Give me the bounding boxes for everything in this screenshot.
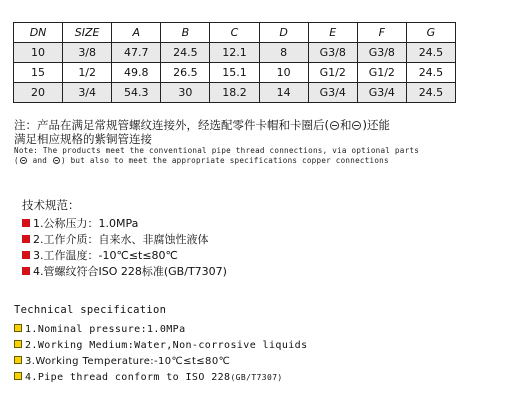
yellow-square-bullet-icon [14, 356, 22, 364]
table-cell: 15 [14, 63, 63, 83]
table-row [14, 63, 456, 83]
red-square-bullet-icon [22, 219, 30, 227]
tech-spec-en [14, 304, 308, 386]
note-cn-and: 和 [339, 118, 352, 132]
note-en-line2 [14, 156, 519, 166]
table-cell: 26.5 [161, 63, 210, 83]
table-cell: 49.8 [112, 63, 161, 83]
list-item-text: 2.Working Medium:Water,Non-corrosive liquids [25, 340, 308, 351]
red-square-bullet-icon [22, 267, 30, 275]
tech-spec-en-title: Technical specification [14, 304, 167, 316]
cap-part-icon [20, 157, 27, 164]
table-cell: G1/2 [357, 63, 406, 83]
table-cell: G3/8 [308, 43, 357, 63]
table-header-row [14, 23, 456, 43]
note-cn-part1: 注：产品在满足常规管螺纹连接外，经选配零件卡帽和卡圈后( [14, 118, 329, 132]
table-cell: 10 [14, 43, 63, 63]
list-item [14, 354, 308, 370]
table-cell: 24.5 [406, 43, 455, 63]
table-cell: 1/2 [63, 63, 112, 83]
table-cell: G3/4 [357, 83, 406, 103]
list-item-text: 1.公称压力：1.0MPa [33, 217, 139, 230]
header-b: B [161, 23, 210, 43]
ring-part-icon [53, 157, 60, 164]
note-en-rest: ) but also to meet the appropriate specifications copper connections [60, 155, 389, 165]
table-cell: 24.5 [406, 63, 455, 83]
table-cell: 24.5 [406, 83, 455, 103]
list-item [14, 338, 308, 354]
header-e: E [308, 23, 357, 43]
table-row [14, 83, 456, 103]
table-row [14, 43, 456, 63]
tech-spec-cn-title: 技术规范： [22, 198, 80, 212]
note-cn-line1 [14, 118, 519, 132]
cap-part-icon [330, 121, 339, 130]
list-item-text: 3.Working Temperature:-10℃≤t≤80℃ [25, 356, 231, 367]
red-square-bullet-icon [22, 235, 30, 243]
header-a: A [112, 23, 161, 43]
spec-table [13, 22, 456, 103]
header-g: G [406, 23, 455, 43]
header-f: F [357, 23, 406, 43]
note-cn-part2: )还能 [362, 118, 390, 132]
header-c: C [210, 23, 259, 43]
yellow-square-bullet-icon [14, 340, 22, 348]
ring-part-icon [352, 121, 361, 130]
table-cell: 3/8 [63, 43, 112, 63]
list-item-text: 3.工作温度：-10℃≤t≤80℃ [33, 249, 178, 262]
list-item [14, 322, 308, 338]
header-d: D [259, 23, 308, 43]
tech-spec-cn [22, 198, 227, 280]
table-cell: 18.2 [210, 83, 259, 103]
list-item [14, 370, 308, 386]
table-cell: 14 [259, 83, 308, 103]
list-item [22, 264, 227, 280]
list-item-text: 2.工作介质：自来水、非腐蚀性液体 [33, 233, 209, 246]
table-cell: 47.7 [112, 43, 161, 63]
table-cell: G3/4 [308, 83, 357, 103]
table-cell: 24.5 [161, 43, 210, 63]
header-size: SIZE [63, 23, 112, 43]
yellow-square-bullet-icon [14, 372, 22, 380]
table-cell: 8 [259, 43, 308, 63]
list-item-text: 4.管螺纹符合ISO 228标准(GB/T7307) [33, 265, 227, 278]
list-item-text: 1.Nominal pressure:1.0MPa [25, 324, 186, 335]
table-cell: G3/8 [357, 43, 406, 63]
red-square-bullet-icon [22, 251, 30, 259]
table-cell: 30 [161, 83, 210, 103]
table-cell: 15.1 [210, 63, 259, 83]
note-cn-line2: 满足相应规格的紫铜管连接 [14, 132, 152, 146]
list-item-text: 4.Pipe thread conform to ISO 228 [25, 372, 231, 383]
table-cell: G1/2 [308, 63, 357, 83]
table-cell: 20 [14, 83, 63, 103]
tech-spec-en-list [14, 322, 308, 386]
list-item [22, 232, 227, 248]
table-cell: 10 [259, 63, 308, 83]
yellow-square-bullet-icon [14, 324, 22, 332]
table-cell: 54.3 [112, 83, 161, 103]
note-en-line1: Note: The products meet the conventional pipe thread connections, via optional parts [14, 146, 420, 155]
list-item [22, 248, 227, 264]
table-cell: 3/4 [63, 83, 112, 103]
note-block [14, 118, 519, 165]
list-item [22, 216, 227, 232]
note-en-open: ( [14, 155, 19, 165]
header-dn: DN [14, 23, 63, 43]
tech-spec-cn-list [22, 216, 227, 280]
table-cell: 12.1 [210, 43, 259, 63]
standard-code: (GB/T7307) [230, 373, 283, 382]
note-en-and: and [27, 155, 52, 165]
